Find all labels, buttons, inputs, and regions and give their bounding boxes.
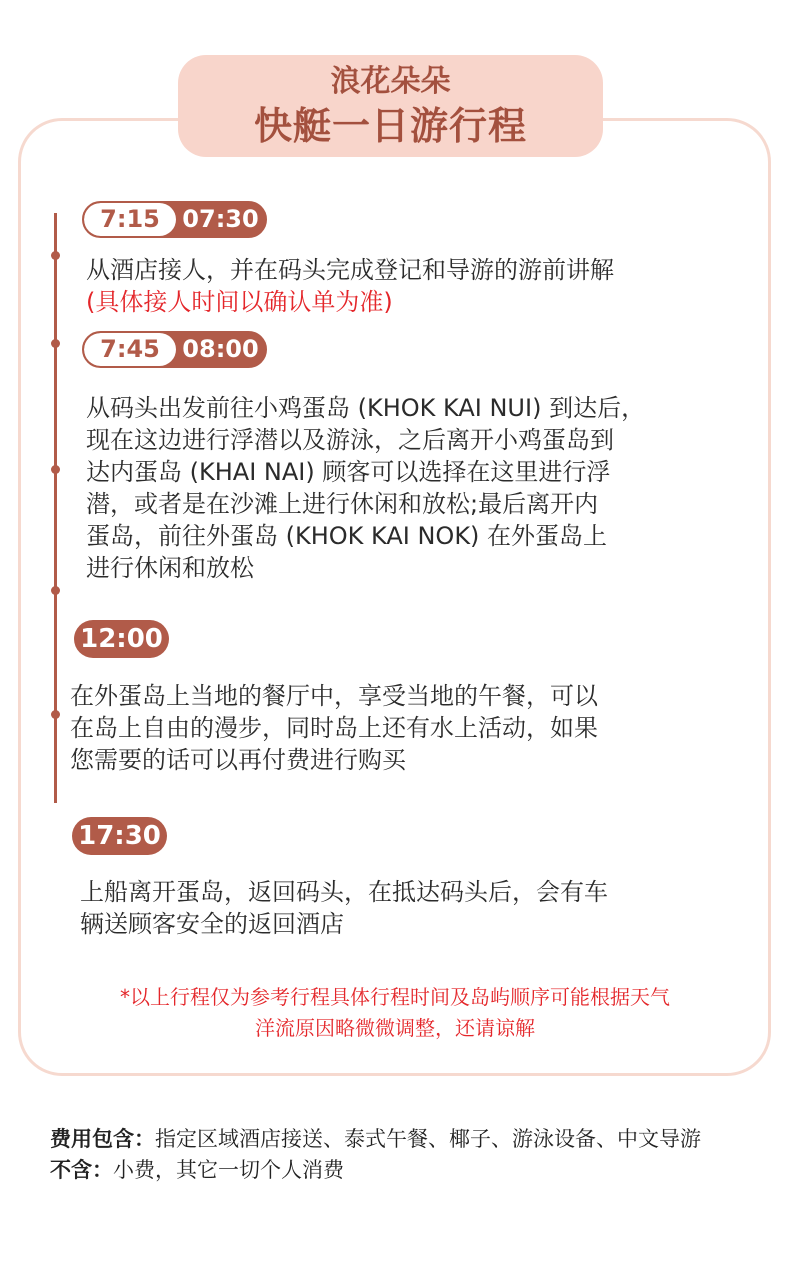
time-start: 7:15 — [84, 203, 176, 236]
fee-include — [50, 1124, 750, 1155]
time-alt: 07:30 — [182, 205, 259, 233]
timeline-dot — [51, 251, 60, 260]
time-badge-2 — [82, 331, 267, 368]
time-badge-3: 12:00 — [74, 620, 169, 658]
fee-include-text: 指定区域酒店接送、泰式午餐、椰子、游泳设备、中文导游 — [155, 1127, 701, 1151]
title-badge — [178, 55, 603, 157]
disclaimer-note: *以上行程仅为参考行程具体行程时间及岛屿顺序可能根据天气 洋流原因略微微调整，还请谅解 — [120, 985, 670, 1040]
time-start: 7:45 — [84, 333, 176, 366]
page-title: 快艇一日游行程 — [253, 104, 527, 148]
fee-include-label: 费用包含： — [50, 1127, 155, 1151]
timeline-dot — [51, 586, 60, 595]
schedule-desc-3: 在外蛋岛上当地的餐厅中，享受当地的午餐，可以 在岛上自由的漫步，同时岛上还有水上活动，如果 您需要的话可以再付费进行购买 — [70, 682, 598, 774]
timeline-dot — [51, 710, 60, 719]
time-badge-4: 17:30 — [72, 817, 167, 855]
timeline-dot — [51, 465, 60, 474]
schedule-desc-4: 上船离开蛋岛，返回码头，在抵达码头后，会有车 辆送顾客安全的返回酒店 — [80, 878, 608, 938]
schedule-desc-2: 从码头出发前往小鸡蛋岛 (KHOK KAI NUI) 到达后， 现在这边进行浮潜以及游泳，之后离开小鸡蛋岛到 达内蛋岛 (KHAI NAI) 顾客可以选择在这里进行浮 潜，或者是在沙滩上进行休闲和放松;最后离开内 蛋岛，前往外蛋岛 (KHOK KAI NOK) 在外蛋岛上 进行休闲和放松 — [86, 394, 646, 582]
time-alt: 08:00 — [182, 335, 259, 363]
timeline-dot — [51, 339, 60, 348]
schedule-note-1: (具体接人时间以确认单为准) — [86, 288, 393, 316]
schedule-desc-1: 从酒店接人，并在码头完成登记和导游的游前讲解 — [86, 256, 614, 284]
time-badge-1 — [82, 201, 267, 238]
fee-exclude-label: 不含： — [50, 1158, 113, 1182]
title-brand: 浪花朵朵 — [330, 64, 451, 99]
fee-info — [50, 1124, 750, 1186]
fee-exclude — [50, 1155, 750, 1186]
fee-exclude-text: 小费，其它一切个人消费 — [113, 1158, 344, 1182]
